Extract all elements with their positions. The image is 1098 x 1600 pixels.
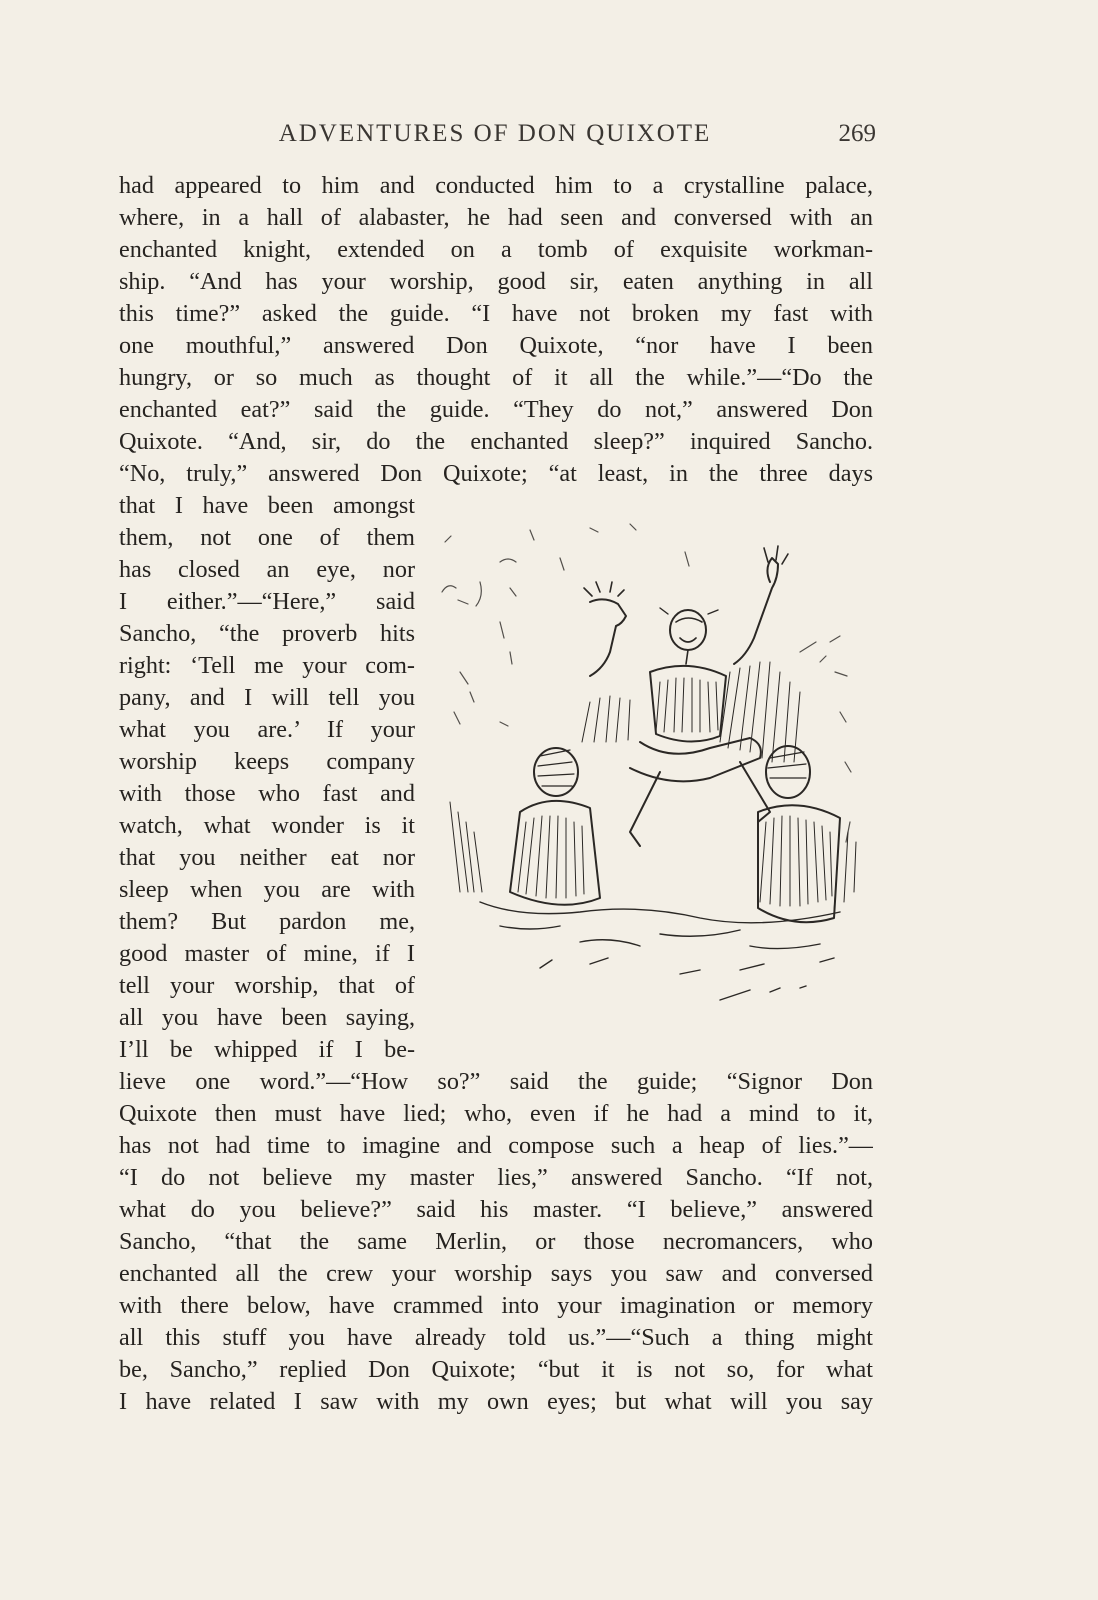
text-line: Quixote then must have lied; who, even if he had a mind to it, <box>119 1100 873 1127</box>
running-head <box>0 120 1098 156</box>
text-line: them? But pardon me, <box>119 908 415 935</box>
text-line: “No, truly,” answered Don Quixote; “at least, in the three days <box>119 460 873 487</box>
text-line: what you are.’ If your <box>119 716 415 743</box>
text-line: where, in a hall of alabaster, he had seen and conversed with an <box>119 204 873 231</box>
text-line: them, not one of them <box>119 524 415 551</box>
text-line: lieve one word.”—“How so?” said the guide; “Signor Don <box>119 1068 873 1095</box>
text-line: has closed an eye, nor <box>119 556 415 583</box>
text-line: Sancho, “that the same Merlin, or those necromancers, who <box>119 1228 873 1255</box>
text-line: ship. “And has your worship, good sir, eaten anything in all <box>119 268 873 295</box>
engraving-illustration <box>440 522 880 1024</box>
text-line: this time?” asked the guide. “I have not broken my fast with <box>119 300 873 327</box>
text-line: all this stuff you have already told us.”—“Such a thing might <box>119 1324 873 1351</box>
text-line: what do you believe?” said his master. “I believe,” answered <box>119 1196 873 1223</box>
text-line: that you neither eat nor <box>119 844 415 871</box>
running-title: ADVENTURES OF DON QUIXOTE <box>278 120 712 147</box>
text-line: enchanted eat?” said the guide. “They do not,” answered Don <box>119 396 873 423</box>
text-line: tell your worship, that of <box>119 972 415 999</box>
text-line: that I have been amongst <box>119 492 415 519</box>
text-line: Quixote. “And, sir, do the enchanted sleep?” inquired Sancho. <box>119 428 873 455</box>
text-line: with there below, have crammed into your imagination or memory <box>119 1292 873 1319</box>
text-line: I have related I saw with my own eyes; but what will you say <box>119 1388 873 1415</box>
text-line: right: ‘Tell me your com- <box>119 652 415 679</box>
page-number: 269 <box>838 120 876 147</box>
text-line: be, Sancho,” replied Don Quixote; “but it is not so, for what <box>119 1356 873 1383</box>
text-line: all you have been saying, <box>119 1004 415 1031</box>
text-line: enchanted all the crew your worship says you saw and conversed <box>119 1260 873 1287</box>
text-line: sleep when you are with <box>119 876 415 903</box>
text-line: has not had time to imagine and compose such a heap of lies.”— <box>119 1132 873 1159</box>
text-line: pany, and I will tell you <box>119 684 415 711</box>
text-line: Sancho, “the proverb hits <box>119 620 415 647</box>
text-line: enchanted knight, extended on a tomb of exquisite workman- <box>119 236 873 263</box>
text-line: one mouthful,” answered Don Quixote, “nor have I been <box>119 332 873 359</box>
text-line: hungry, or so much as thought of it all the while.”—“Do the <box>119 364 873 391</box>
text-line: good master of mine, if I <box>119 940 415 967</box>
text-line: with those who fast and <box>119 780 415 807</box>
text-line: I either.”—“Here,” said <box>119 588 415 615</box>
text-line: “I do not believe my master lies,” answered Sancho. “If not, <box>119 1164 873 1191</box>
text-line: worship keeps company <box>119 748 415 775</box>
text-line: had appeared to him and conducted him to a crystalline palace, <box>119 172 873 199</box>
text-line: watch, what wonder is it <box>119 812 415 839</box>
text-line: I’ll be whipped if I be- <box>119 1036 415 1063</box>
